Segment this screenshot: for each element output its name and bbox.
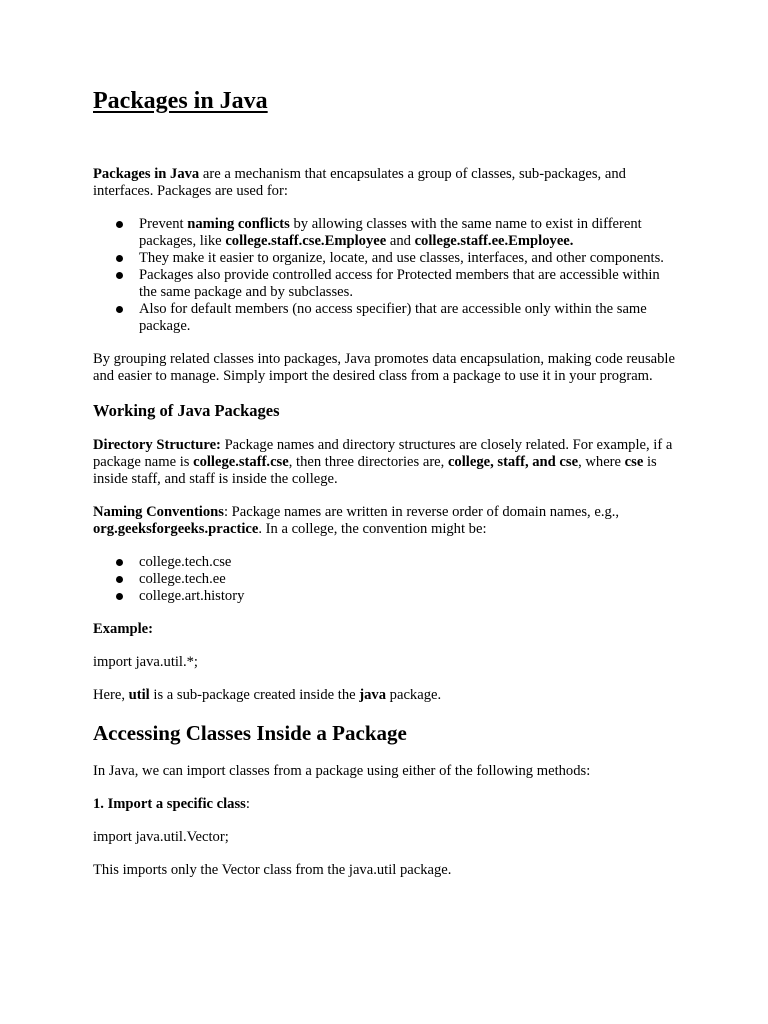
method1-note: This imports only the Vector class from the java.util package.: [93, 862, 452, 878]
intro-paragraph: [93, 166, 678, 200]
naming-paragraph: [93, 504, 678, 538]
directory-paragraph: [93, 437, 678, 488]
text-run: Package names and directory structures are closely related. For example, if a package name is: [93, 437, 673, 470]
text-run: is inside staff, and staff is inside the college.: [93, 454, 657, 487]
bold-run: college, staff, and cse: [447, 454, 579, 470]
naming-label: Naming Conventions: [93, 504, 224, 520]
here-paragraph: [93, 687, 678, 704]
list-item: college.art.history: [93, 588, 678, 605]
bold-run: cse: [624, 454, 644, 470]
bold-run: college.staff.cse.Employee: [225, 233, 387, 249]
directory-label: Directory Structure:: [93, 437, 221, 453]
grouping-paragraph: By grouping related classes into packages, Java promotes data encapsulation, making code reusable and easier to manage. Simply import the desired class from a package to use it in your program.: [93, 351, 675, 384]
text-run: is a sub-package created inside the: [149, 687, 360, 703]
page-title: Packages in Java: [93, 88, 268, 114]
accessing-heading: Accessing Classes Inside a Package: [93, 721, 407, 745]
list-item: [93, 216, 678, 250]
text-run: : Package names are written in reverse order of domain names, e.g.,: [223, 504, 620, 520]
text-run: . In a college, the convention might be:: [258, 521, 487, 537]
bold-run: college.staff.ee.Employee.: [414, 233, 574, 249]
text-run: , then three directories are,: [288, 454, 448, 470]
list-item: They make it easier to organize, locate, and use classes, interfaces, and other components.: [93, 250, 678, 267]
list-item: Packages also provide controlled access for Protected members that are accessible within the same package and by subclasses.: [93, 267, 678, 301]
naming-examples-list: [93, 554, 678, 605]
method1-heading: [93, 796, 678, 813]
example-label-text: Example:: [93, 621, 153, 637]
working-heading: Working of Java Packages: [93, 401, 280, 420]
text-run: Prevent: [139, 216, 188, 232]
uses-list: [93, 216, 678, 335]
text-run: and: [386, 233, 415, 249]
accessing-intro: In Java, we can import classes from a package using either of the following methods:: [93, 763, 591, 779]
intro-lead: Packages in Java: [93, 166, 200, 182]
bold-run: college.staff.cse: [193, 454, 289, 470]
list-item: Also for default members (no access specifier) that are accessible only within the same package.: [93, 301, 678, 335]
bold-run: naming conflicts: [187, 216, 290, 232]
intro-text: are a mechanism that encapsulates a group of classes, sub-packages, and interfaces. Packages are used for:: [93, 166, 626, 199]
bold-run: java: [359, 687, 387, 703]
text-run: :: [245, 796, 250, 812]
example-label: [93, 621, 678, 638]
bold-run: util: [128, 687, 150, 703]
text-run: , where: [578, 454, 625, 470]
text-run: by allowing classes with the same name to exist in different packages, like: [139, 216, 642, 249]
example-code: import java.util.*;: [93, 654, 198, 670]
text-run: Here,: [93, 687, 129, 703]
method1-label: 1. Import a specific class: [93, 796, 246, 812]
list-item: college.tech.ee: [93, 571, 678, 588]
bold-run: org.geeksforgeeks.practice: [93, 521, 259, 537]
document-body: [93, 166, 678, 895]
list-item: college.tech.cse: [93, 554, 678, 571]
method1-code: import java.util.Vector;: [93, 829, 229, 845]
text-run: package.: [386, 687, 442, 703]
